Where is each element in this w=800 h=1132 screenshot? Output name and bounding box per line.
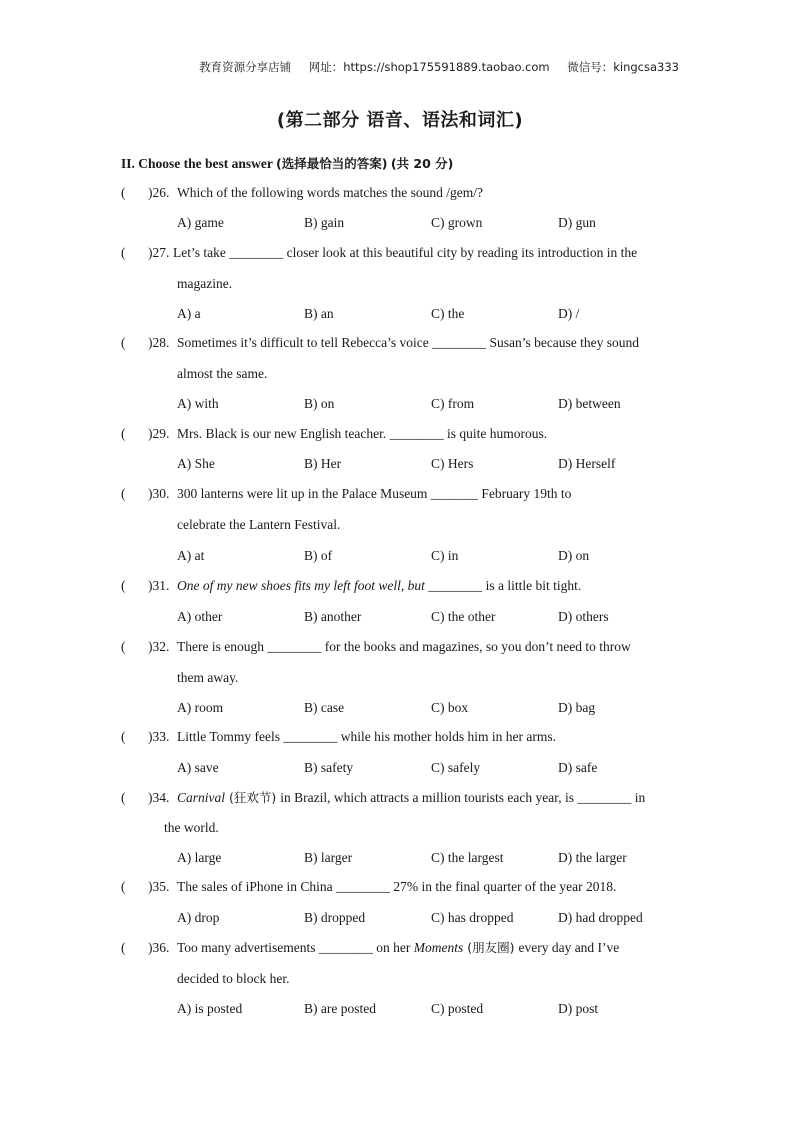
option-b[interactable]: B) another [304,609,362,624]
page-header [0,59,800,75]
question-number: )34. [148,790,170,805]
option-a[interactable]: A) drop [177,910,220,925]
question-stem-rest: in Brazil, which attracts a million tourists each year, is ________ in [280,790,646,805]
options-28 [177,396,697,416]
question-number: )28. [148,335,170,350]
option-d[interactable]: D) post [558,1001,599,1016]
question-stem-continued: almost the same. [177,366,268,381]
option-d[interactable]: D) gun [558,215,596,230]
section-heading [121,154,453,172]
option-c[interactable]: C) in [431,548,459,563]
question-number: )33. [148,729,170,744]
question-stem: Sometimes it’s difficult to tell Rebecca’s voice ________ Susan’s because they sound [177,335,640,350]
question-stem-continued: decided to block her. [177,971,290,986]
option-a[interactable]: A) game [177,215,224,230]
section-heading-en: II. Choose the best answer [121,156,273,171]
question-number: )26. [148,185,170,200]
option-a[interactable]: A) room [177,700,224,715]
option-a[interactable]: A) other [177,609,223,624]
question-stem-cjk: (朋友圈) [463,940,519,955]
option-a[interactable]: A) a [177,306,201,321]
options-35 [177,910,697,930]
option-d[interactable]: D) / [558,306,580,321]
option-a[interactable]: A) is posted [177,1001,243,1016]
options-29 [177,456,697,476]
section-score: (共 20 分) [390,156,454,171]
option-d[interactable]: D) bag [558,700,596,715]
question-number: )29. [148,426,170,441]
option-b[interactable]: B) dropped [304,910,366,925]
question-stem: Little Tommy feels ________ while his mother holds him in her arms. [177,729,557,744]
options-26 [177,215,697,235]
option-c[interactable]: C) Hers [431,456,474,471]
question-number: )30. [148,486,170,501]
option-a[interactable]: A) at [177,548,205,563]
option-b[interactable]: B) Her [304,456,342,471]
options-31 [177,609,697,629]
option-c[interactable]: C) box [431,700,469,715]
question-number: )36. [148,940,170,955]
option-a[interactable]: A) save [177,760,219,775]
section-heading-cn: (选择最恰当的答案) [276,156,388,171]
question-stem: There is enough ________ for the books and magazines, so you don’t need to throw [177,639,631,654]
question-stem-continued: them away. [177,670,239,685]
question-stem: Let’s take ________ closer look at this beautiful city by reading its introduction in the [173,245,638,260]
shop-url: 网址：https://shop175591889.taobao.com [308,60,550,74]
question-number: )27. [148,245,170,260]
question-stem-pre: Too many advertisements ________ on her [177,940,414,955]
option-c[interactable]: C) posted [431,1001,484,1016]
question-stem-italic: One of my new shoes fits my left foot well, but [177,578,425,593]
question-stem-rest: every day and I’ve [518,940,620,955]
option-c[interactable]: C) has dropped [431,910,514,925]
option-d[interactable]: D) on [558,548,590,563]
question-stem-continued: celebrate the Lantern Festival. [177,517,341,532]
options-27 [177,306,697,326]
option-b[interactable]: B) case [304,700,345,715]
option-c[interactable]: C) the other [431,609,496,624]
question-stem-continued: the world. [164,820,219,835]
question-number: )32. [148,639,170,654]
option-b[interactable]: B) an [304,306,334,321]
option-b[interactable]: B) on [304,396,335,411]
question-stem-cjk: (狂欢节) [225,790,281,805]
options-33 [177,760,697,780]
option-c[interactable]: C) from [431,396,475,411]
option-d[interactable]: D) the larger [558,850,627,865]
option-c[interactable]: C) safely [431,760,481,775]
options-32 [177,700,697,720]
option-a[interactable]: A) large [177,850,222,865]
wechat-id: 微信号：kingcsa333 [567,60,679,74]
shop-name: 教育资源分享店铺 [199,60,292,74]
question-stem-rest: ________ is a little bit tight. [424,578,582,593]
question-stem-italic: Carnival [177,790,226,805]
question-stem: The sales of iPhone in China ________ 27% in the final quarter of the year 2018. [177,879,617,894]
options-36 [177,1001,697,1021]
option-d[interactable]: D) others [558,609,609,624]
option-d[interactable]: D) safe [558,760,598,775]
question-number: )35. [148,879,170,894]
option-c[interactable]: C) grown [431,215,483,230]
option-b[interactable]: B) of [304,548,333,563]
option-b[interactable]: B) larger [304,850,353,865]
question-stem-italic: Moments [413,940,464,955]
question-stem [177,571,679,601]
options-30 [177,548,697,568]
question-stem: Which of the following words matches the sound /gem/? [177,185,483,200]
option-b[interactable]: B) are posted [304,1001,376,1016]
question-stem-continued: magazine. [177,276,233,291]
option-d[interactable]: D) between [558,396,621,411]
option-d[interactable]: D) had dropped [558,910,643,925]
option-a[interactable]: A) with [177,396,219,411]
option-b[interactable]: B) gain [304,215,345,230]
question-stem [177,933,679,963]
option-b[interactable]: B) safety [304,760,354,775]
option-d[interactable]: D) Herself [558,456,616,471]
options-34 [177,850,697,870]
question-stem [177,783,679,813]
option-c[interactable]: C) the largest [431,850,504,865]
option-a[interactable]: A) She [177,456,215,471]
question-stem: 300 lanterns were lit up in the Palace Museum _______ February 19th to [177,486,572,501]
question-number: )31. [148,578,170,593]
part-title: (第二部分 语音、语法和词汇) [276,110,524,131]
option-c[interactable]: C) the [431,306,465,321]
question-stem: Mrs. Black is our new English teacher. ________ is quite humorous. [177,426,548,441]
